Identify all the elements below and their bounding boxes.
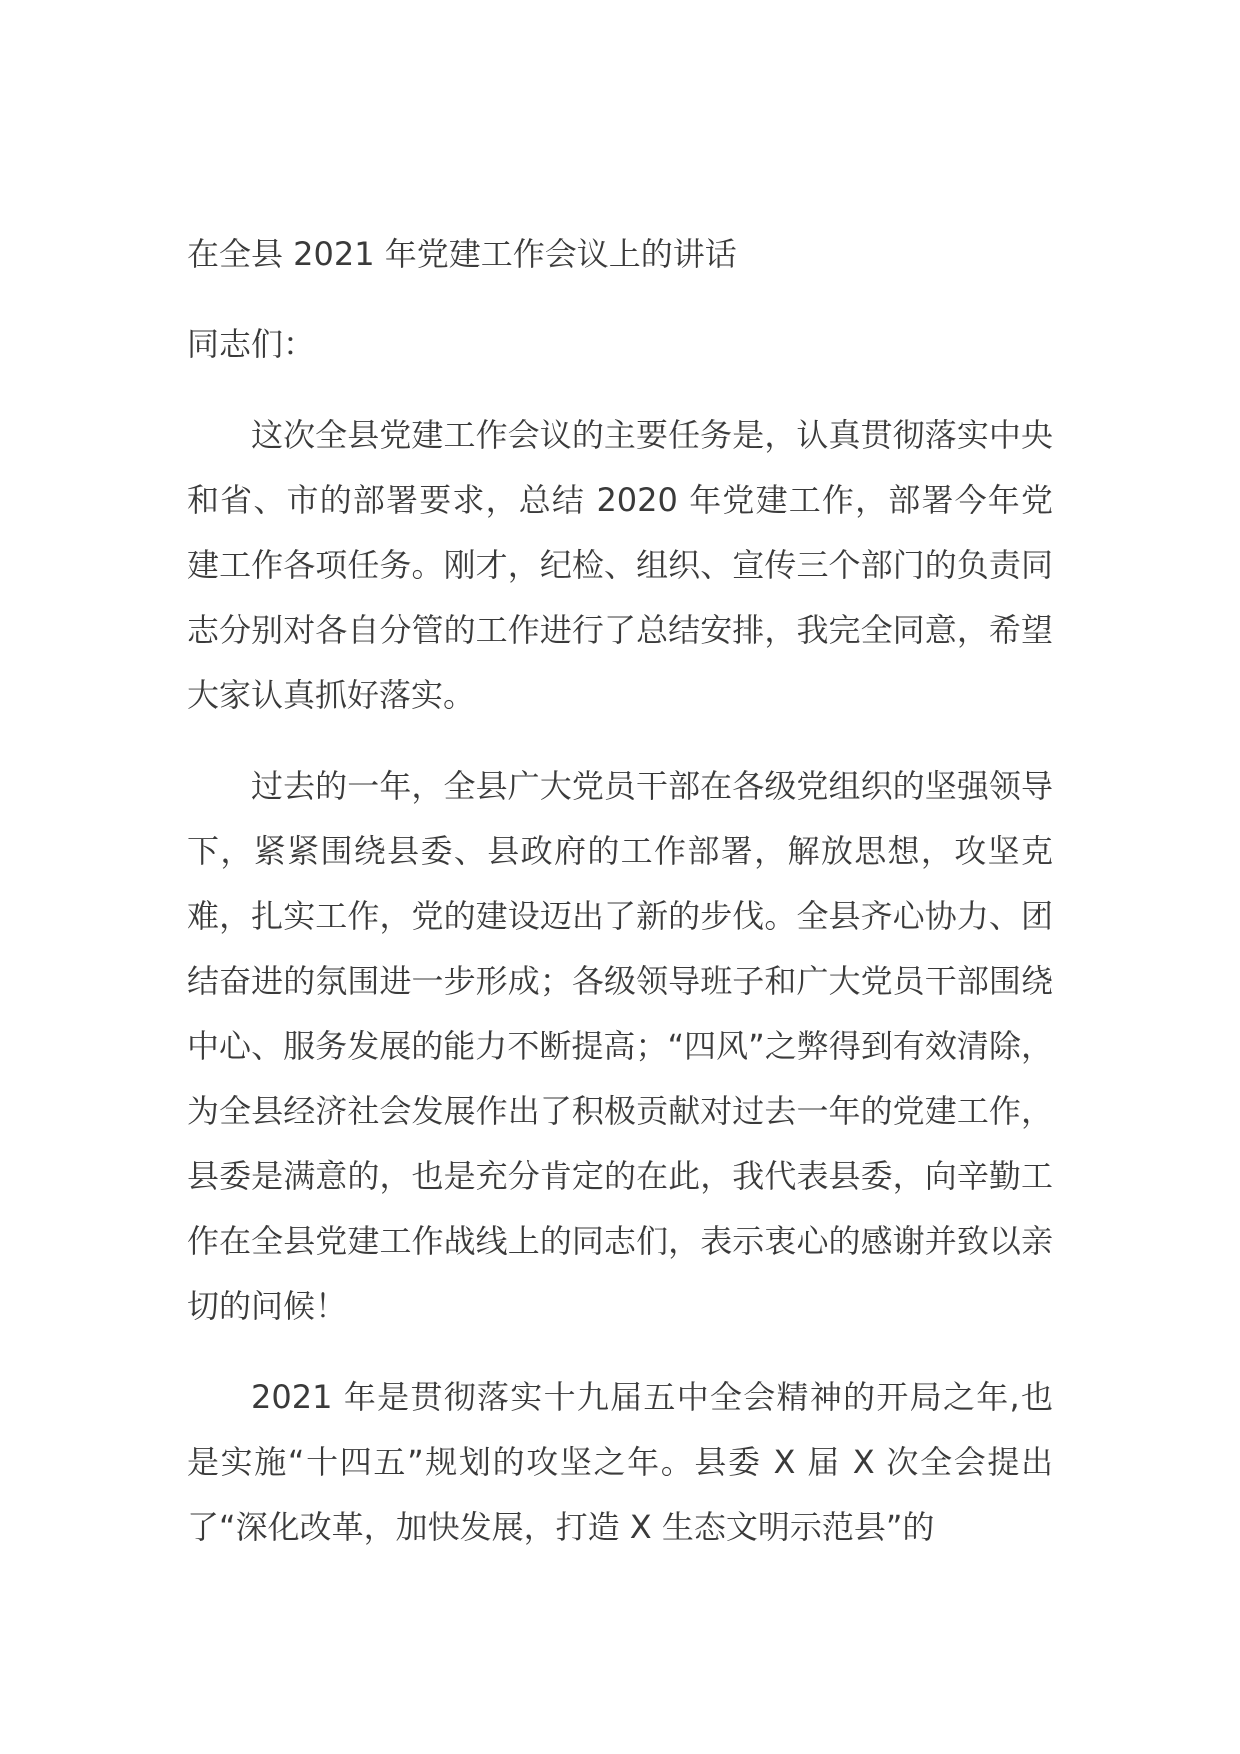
salutation: 同志们：: [187, 325, 316, 363]
paragraph-past-year-review: 过去的一年，全县广大党员干部在各级党组织的坚强领导下，紧紧围绕县委、县政府的工作部署，解放思想，攻坚克难，扎实工作，党的建设迈出了新的步伐。全县齐心协力、团结奋进的氛围进一步形成；各级领导班子和广大党员干部围绕中心、服务发展的能力不断提高；“四风”之弊得到有效清除，为全县经济社会发展作出了积极贡献对过去一年的党建工作，县委是满意的，也是充分肯定的在此，我代表县委，向辛勤工作在全县党建工作战线上的同志们，表示衷心的感谢并致以亲切的问候！: [187, 767, 1053, 1325]
paragraph-meeting-tasks: 这次全县党建工作会议的主要任务是，认真贯彻落实中央和省、市的部署要求，总结 2020 年党建工作，部署今年党建工作各项任务。刚才，纪检、组织、宣传三个部门的负责同志分别对各自分管的工作进行了总结安排，我完全同意，希望大家认真抓好落实。: [187, 416, 1053, 714]
document-body: [187, 222, 1053, 1586]
speech-title: 在全县 2021 年党建工作会议上的讲话: [187, 235, 737, 273]
paragraph-2021-outlook: 2021 年是贯彻落实十九届五中全会精神的开局之年,也是实施“十四五”规划的攻坚之年。县委 X 届 X 次全会提出了“深化改革，加快发展，打造 X 生态文明示范县”的: [187, 1378, 1053, 1546]
